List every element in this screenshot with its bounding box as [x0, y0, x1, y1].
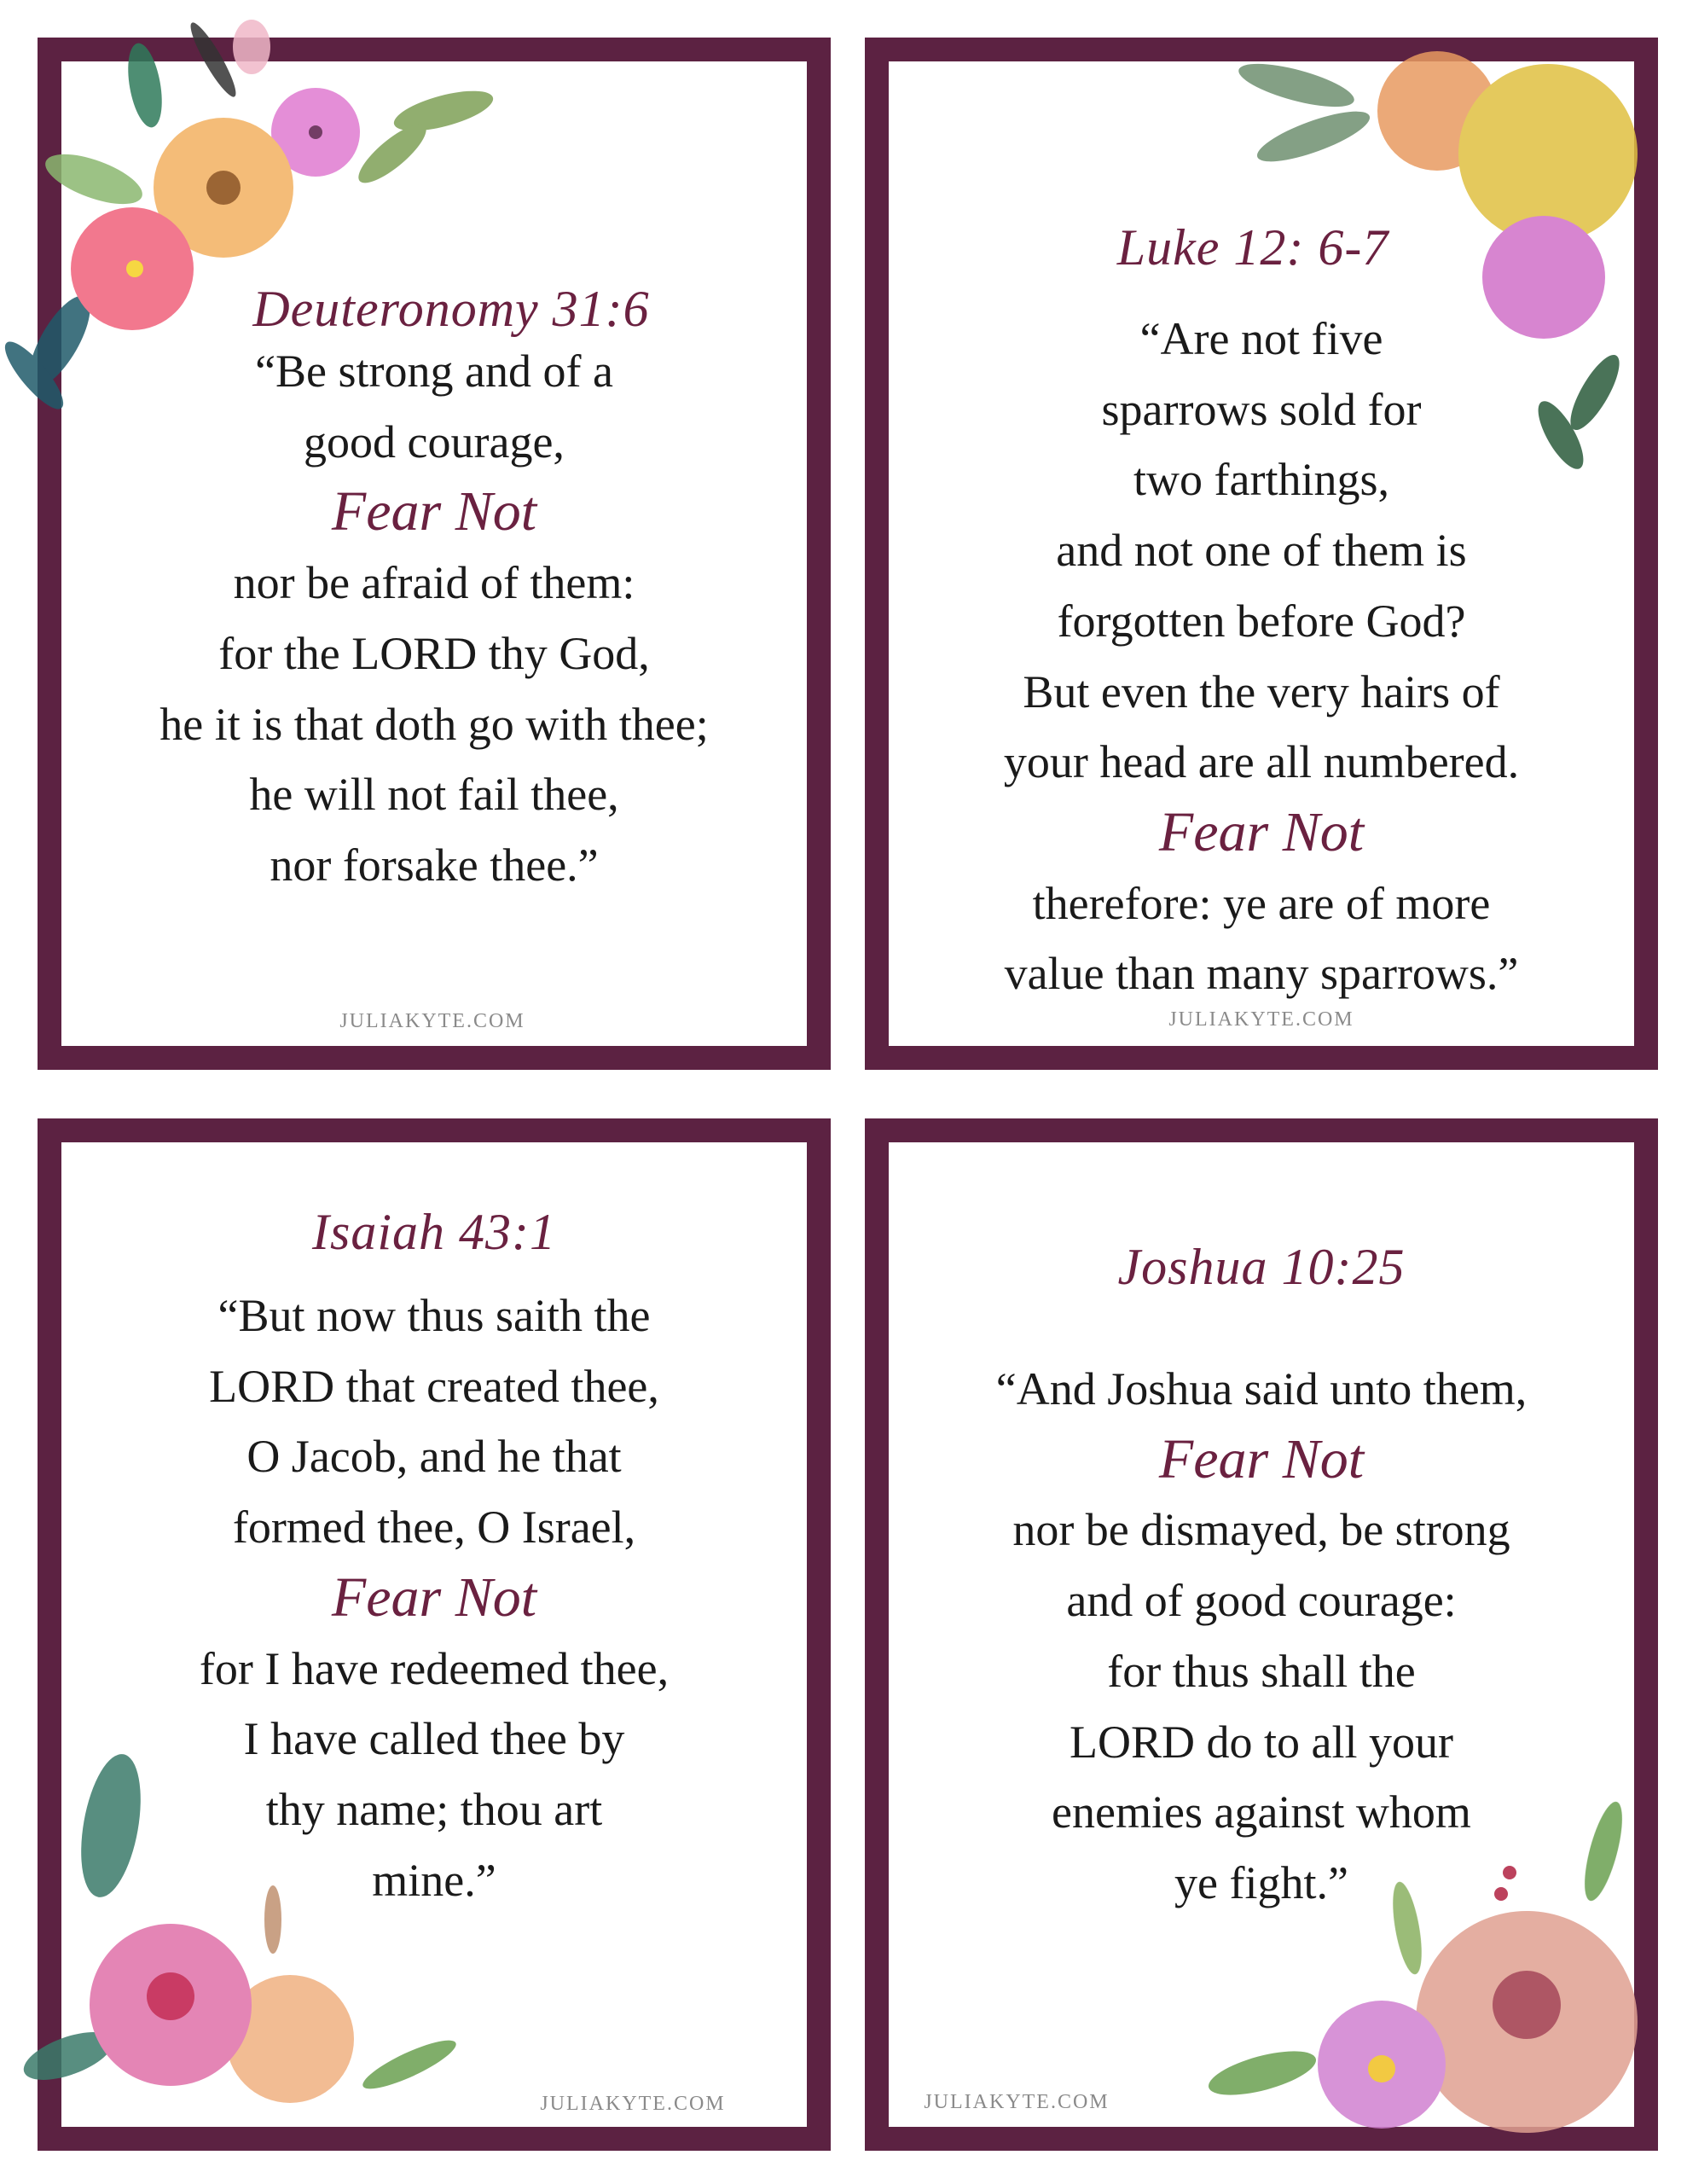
site-watermark: JULIAKYTE.COM [540, 2093, 726, 2115]
verse-line: sparrows sold for [1101, 383, 1422, 435]
fear-not-heading: Fear Not [331, 480, 537, 543]
verse-line: thy name; thou art [265, 1783, 603, 1835]
site-watermark: JULIAKYTE.COM [339, 1010, 525, 1032]
verse-line: O Jacob, and he that [246, 1431, 622, 1483]
verse-line: and of good courage: [1066, 1575, 1457, 1627]
verse-line: “Be strong and of a [255, 346, 613, 397]
fear-not-heading: Fear Not [1158, 800, 1365, 863]
verse-line: ye fight.” [1174, 1856, 1348, 1908]
verse-reference: Joshua 10:25 [1117, 1239, 1406, 1295]
site-watermark: JULIAKYTE.COM [1168, 1008, 1354, 1031]
verse-reference: Deuteronomy 31:6 [252, 281, 650, 337]
verse-text [61, 1281, 807, 1915]
verse-line: nor be afraid of them: [233, 557, 635, 609]
verse-line: nor be dismayed, be strong [1012, 1504, 1510, 1556]
verse-line: formed thee, O Israel, [232, 1502, 636, 1554]
verse-line: therefore: ye are of more [1032, 877, 1491, 929]
verse-line: for I have redeemed thee, [199, 1642, 670, 1694]
verse-line: LORD that created thee, [209, 1360, 659, 1412]
verse-line: “But now thus saith the [217, 1290, 651, 1341]
verse-reference: Luke 12: 6-7 [1116, 219, 1389, 276]
verse-line: LORD do to all your [1070, 1716, 1453, 1768]
verse-line: enemies against whom [1052, 1786, 1471, 1838]
verse-line: he it is that doth go with thee; [159, 698, 709, 750]
verse-card-isaiah [38, 1118, 831, 2151]
verse-line: and not one of them is [1056, 525, 1467, 577]
verse-line: he will not fail thee, [249, 769, 619, 821]
verse-line: But even the very hairs of [1023, 665, 1500, 717]
verse-card-luke [865, 38, 1658, 1070]
verse-line: for thus shall the [1107, 1645, 1416, 1697]
verse-line: your head are all numbered. [1003, 736, 1520, 788]
site-watermark: JULIAKYTE.COM [924, 2091, 1110, 2113]
verse-line: “And Joshua said unto them, [995, 1363, 1528, 1414]
verse-line: I have called thee by [243, 1713, 625, 1765]
verse-line: good courage, [304, 415, 565, 468]
verse-text [889, 1354, 1634, 1919]
fear-not-heading: Fear Not [331, 1565, 537, 1629]
verse-card-deuteronomy [38, 38, 831, 1070]
verse-card-joshua [865, 1118, 1658, 2151]
verse-line: two farthings, [1133, 454, 1389, 506]
verse-line: mine.” [372, 1854, 496, 1906]
verse-line: forgotten before God? [1057, 595, 1466, 647]
verse-reference: Isaiah 43:1 [312, 1204, 556, 1260]
verse-line: value than many sparrows.” [1004, 948, 1519, 1000]
verse-line: nor forsake thee.” [270, 839, 599, 891]
verse-line: for the LORD thy God, [218, 627, 650, 679]
fear-not-heading: Fear Not [1158, 1427, 1365, 1490]
verse-text [889, 304, 1634, 1009]
verse-line: “Are not five [1139, 313, 1383, 364]
verse-text [61, 336, 807, 901]
